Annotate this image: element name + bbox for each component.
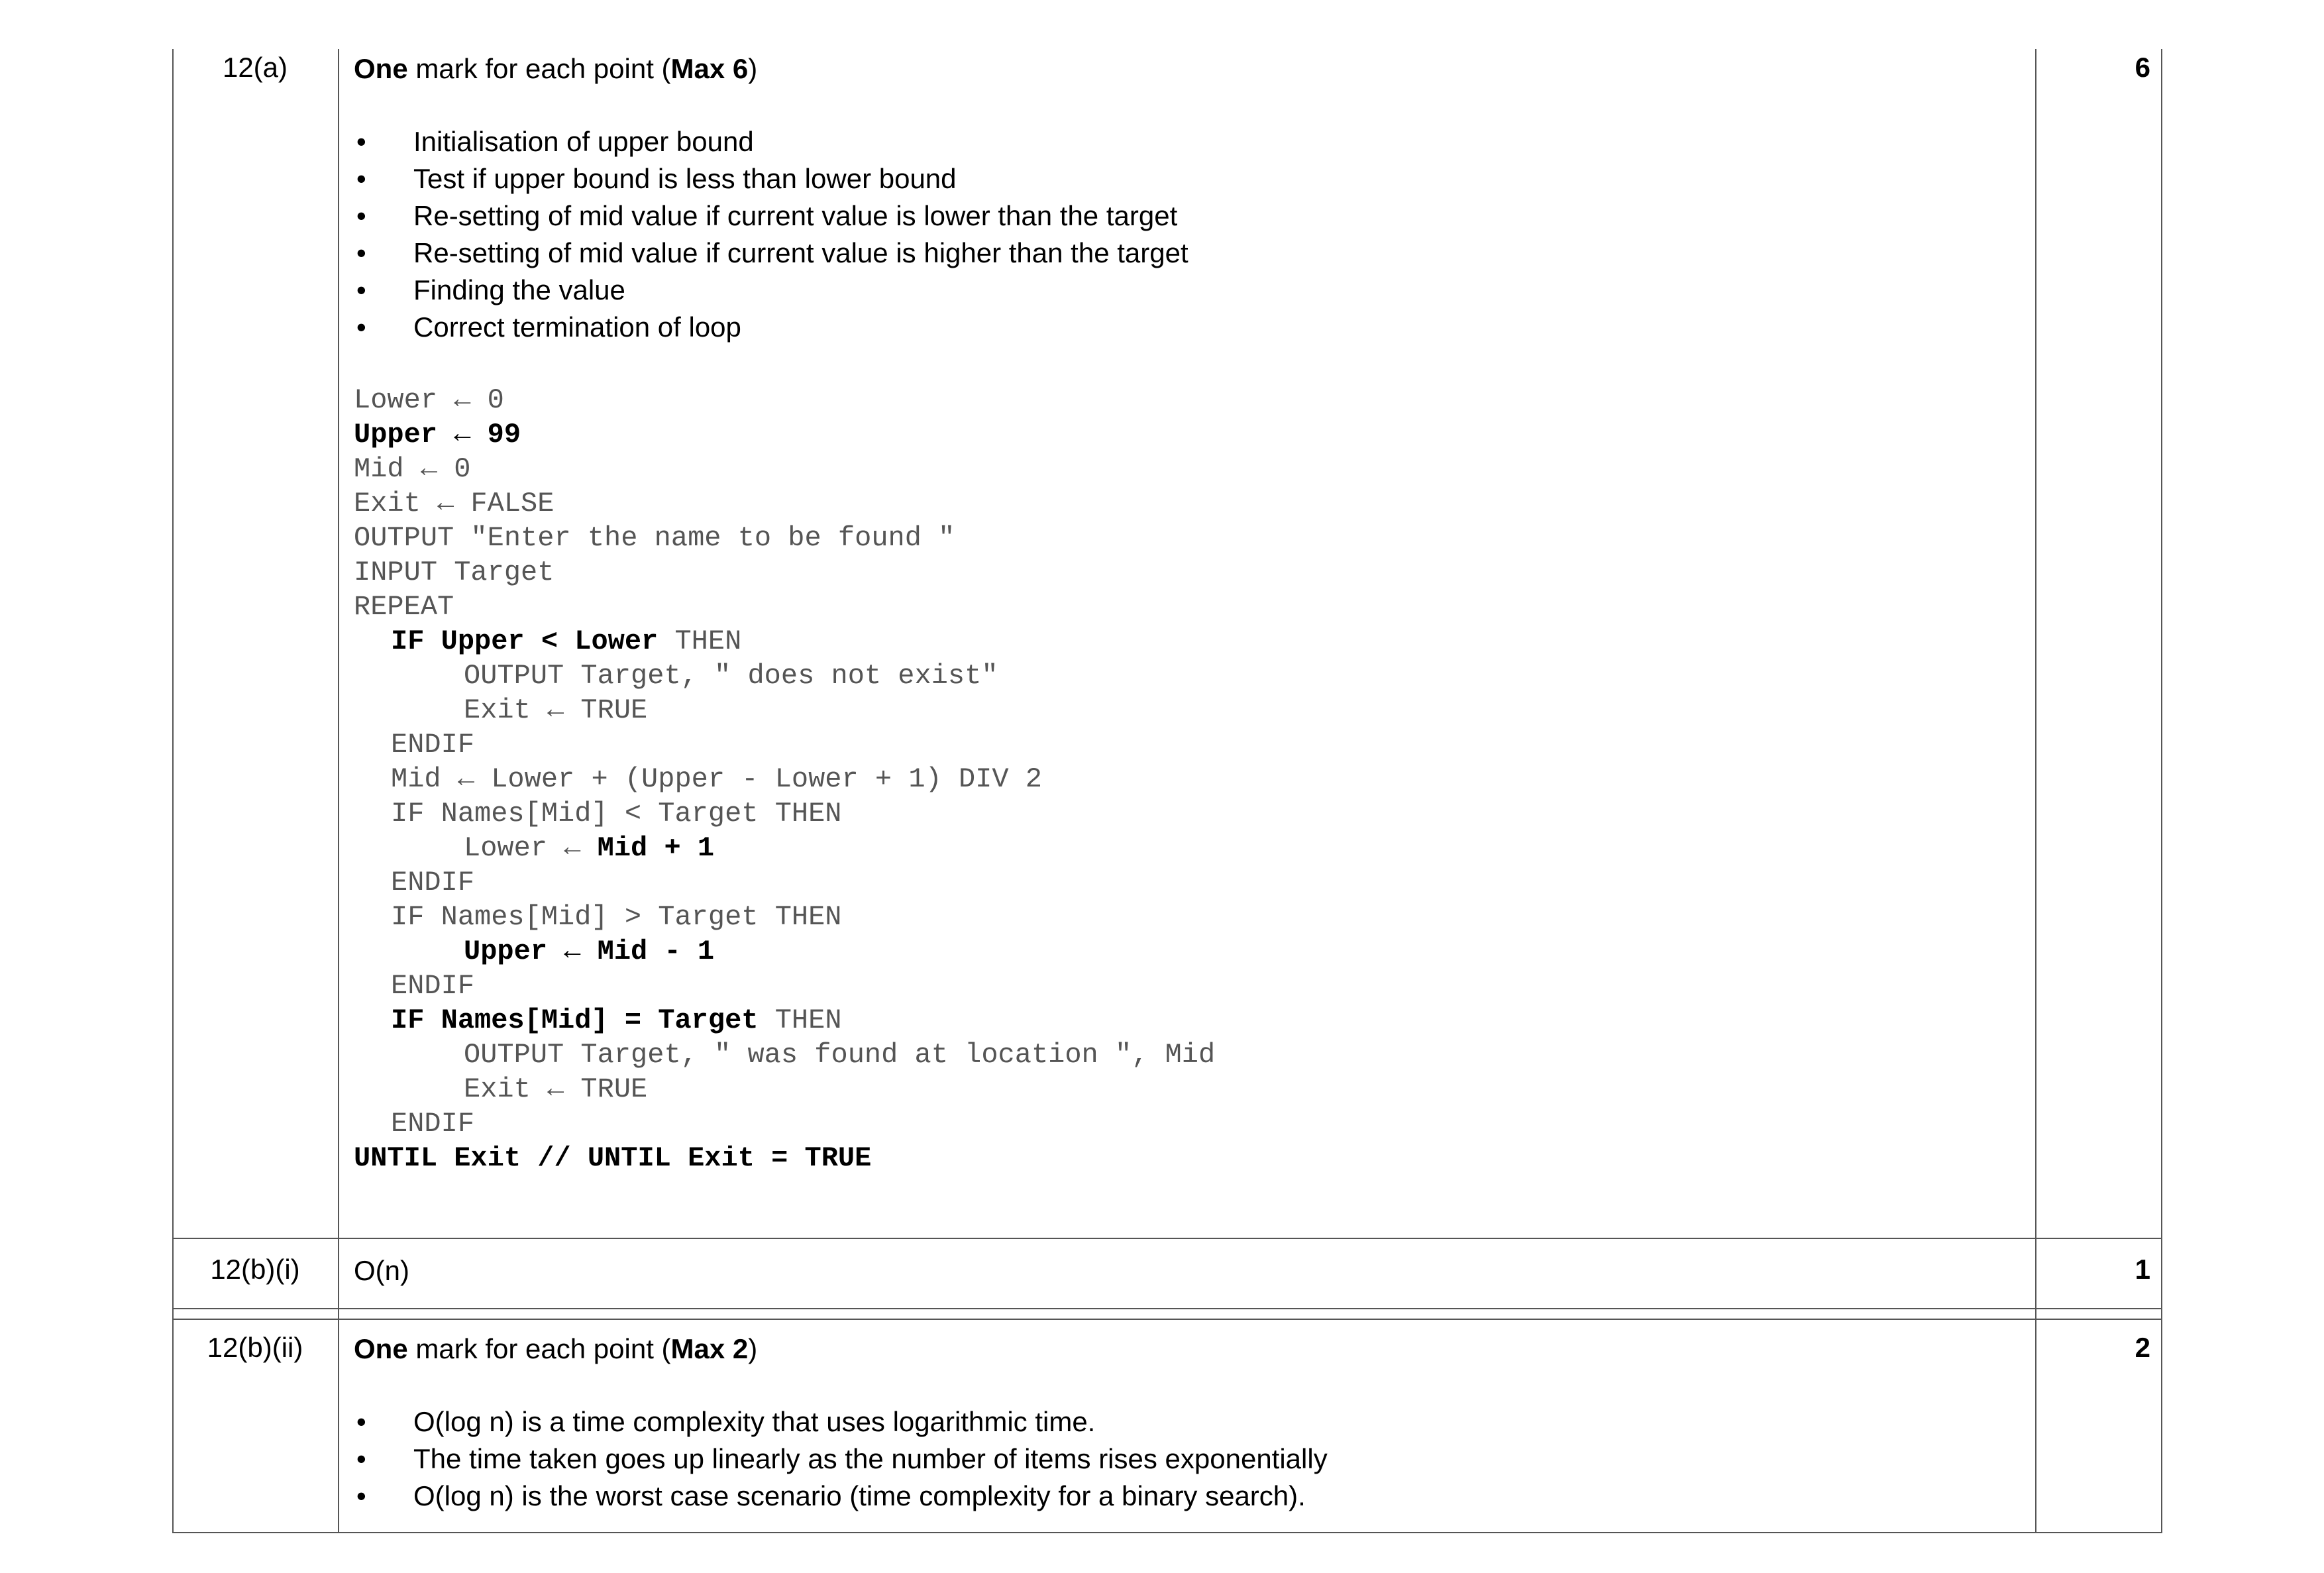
answer-cell xyxy=(354,52,2023,1175)
mark-point xyxy=(354,160,2023,197)
mark-point xyxy=(354,197,2023,235)
bullet-icon: • xyxy=(356,1443,366,1474)
code-bold-fragment: Mid + 1 xyxy=(597,832,715,864)
code-line xyxy=(354,452,2023,486)
bullet-icon: • xyxy=(356,200,366,231)
code-line xyxy=(354,693,2023,728)
code-line xyxy=(354,1072,2023,1107)
mark-instruction xyxy=(354,52,2023,86)
code-line xyxy=(354,521,2023,555)
heading-bold: One xyxy=(354,1333,408,1364)
code-line xyxy=(354,1141,2023,1175)
column-divider xyxy=(2035,49,2036,1238)
mark-point-text: Re-setting of mid value if current value is lower than the target xyxy=(413,200,1178,231)
code-fragment: REPEAT xyxy=(354,591,454,623)
code-fragment: Exit ← TRUE xyxy=(464,1073,648,1105)
code-line xyxy=(354,624,2023,659)
code-fragment: ENDIF xyxy=(391,729,475,761)
code-line xyxy=(354,417,2023,452)
mark-scheme-table xyxy=(172,49,2162,1533)
mark-points-list xyxy=(354,1403,2023,1515)
code-line xyxy=(354,1003,2023,1038)
heading-close: ) xyxy=(748,53,758,84)
row-separator xyxy=(172,1309,2162,1320)
mark-point-text: Initialisation of upper bound xyxy=(413,126,754,157)
mark-point-text: Correct termination of loop xyxy=(413,311,741,343)
code-fragment: Mid ← 0 xyxy=(354,453,471,485)
table-row-12bii xyxy=(172,1320,2162,1533)
mark-point-text: Re-setting of mid value if current value is higher than the target xyxy=(413,237,1188,268)
mark-points-list xyxy=(354,123,2023,346)
bullet-icon: • xyxy=(356,163,366,194)
answer-cell xyxy=(354,1254,2023,1288)
answer-text: O(n) xyxy=(354,1255,409,1286)
answer-cell xyxy=(354,1332,2023,1515)
mark-point-text: Test if upper bound is less than lower bound xyxy=(413,163,957,194)
mark-point xyxy=(354,309,2023,346)
code-line xyxy=(354,934,2023,969)
mark-point xyxy=(354,272,2023,309)
code-fragment: OUTPUT Target, " was found at location ", Mid xyxy=(464,1039,1216,1071)
table-row-12bi xyxy=(172,1239,2162,1309)
mark-point xyxy=(354,1403,2023,1440)
heading-bold: One xyxy=(354,53,408,84)
bullet-icon: • xyxy=(356,237,366,268)
code-fragment: Lower ← 0 xyxy=(354,384,504,416)
mark-point xyxy=(354,235,2023,272)
question-number: 12(b)(ii) xyxy=(207,1332,303,1363)
code-fragment: Lower ← xyxy=(464,832,598,864)
code-bold-fragment: IF Upper < Lower xyxy=(391,625,659,657)
code-line xyxy=(354,1038,2023,1072)
mark-point-text: The time taken goes up linearly as the number of items rises exponentially xyxy=(413,1443,1328,1474)
bullet-icon: • xyxy=(356,126,366,157)
code-line xyxy=(354,831,2023,865)
pseudocode-block xyxy=(354,383,2023,1175)
code-fragment: ENDIF xyxy=(391,867,475,898)
heading-close: ) xyxy=(748,1333,758,1364)
code-fragment: Exit ← TRUE xyxy=(464,694,648,726)
code-line xyxy=(354,796,2023,831)
marks-value: 1 xyxy=(2135,1254,2150,1285)
code-line xyxy=(354,865,2023,900)
bullet-icon: • xyxy=(356,1406,366,1437)
code-fragment: IF Names[Mid] > Target THEN xyxy=(391,901,842,933)
code-fragment: INPUT Target xyxy=(354,557,555,588)
mark-point-text: O(log n) is a time complexity that uses logarithmic time. xyxy=(413,1406,1096,1437)
heading-text: mark for each point ( xyxy=(407,53,671,84)
mark-point-text: Finding the value xyxy=(413,274,625,305)
mark-point xyxy=(354,1440,2023,1478)
code-line xyxy=(354,728,2023,762)
code-fragment: IF Names[Mid] < Target THEN xyxy=(391,798,842,830)
code-bold-fragment: UNTIL Exit // UNTIL Exit = TRUE xyxy=(354,1142,872,1174)
code-fragment: OUTPUT Target, " does not exist" xyxy=(464,660,998,692)
code-line xyxy=(354,590,2023,624)
question-number: 12(b)(i) xyxy=(210,1254,300,1285)
code-fragment: ENDIF xyxy=(391,1108,475,1140)
code-fragment: THEN xyxy=(658,625,742,657)
code-bold-fragment: IF Names[Mid] = Target xyxy=(391,1004,759,1036)
code-line xyxy=(354,762,2023,796)
heading-max: Max 2 xyxy=(670,1333,749,1364)
code-line xyxy=(354,486,2023,521)
column-divider xyxy=(338,1320,339,1532)
marks-value: 2 xyxy=(2135,1332,2150,1363)
mark-point xyxy=(354,123,2023,160)
column-divider xyxy=(2035,1309,2036,1319)
mark-point-text: O(log n) is the worst case scenario (time complexity for a binary search). xyxy=(413,1480,1306,1511)
code-line xyxy=(354,659,2023,693)
mark-instruction xyxy=(354,1332,2023,1366)
table-row-12a xyxy=(172,49,2162,1239)
heading-max: Max 6 xyxy=(670,53,749,84)
bullet-icon: • xyxy=(356,311,366,343)
code-fragment: OUTPUT "Enter the name to be found " xyxy=(354,522,955,554)
question-number: 12(a) xyxy=(222,52,288,83)
bullet-icon: • xyxy=(356,274,366,305)
code-fragment: Exit ← FALSE xyxy=(354,488,555,519)
code-fragment: Mid ← Lower + (Upper - Lower + 1) DIV 2 xyxy=(391,763,1042,795)
code-line xyxy=(354,383,2023,417)
marks-value: 6 xyxy=(2135,52,2150,83)
column-divider xyxy=(338,1309,339,1319)
code-line xyxy=(354,969,2023,1003)
code-bold-fragment: Upper ← Mid - 1 xyxy=(464,936,715,967)
code-fragment: ENDIF xyxy=(391,970,475,1002)
column-divider xyxy=(338,49,339,1238)
bullet-icon: • xyxy=(356,1480,366,1511)
heading-text: mark for each point ( xyxy=(407,1333,671,1364)
column-divider xyxy=(338,1239,339,1308)
code-fragment: THEN xyxy=(758,1004,842,1036)
mark-point xyxy=(354,1478,2023,1515)
code-line xyxy=(354,555,2023,590)
code-line xyxy=(354,900,2023,934)
code-bold-fragment: Upper ← 99 xyxy=(354,419,521,451)
code-line xyxy=(354,1107,2023,1141)
